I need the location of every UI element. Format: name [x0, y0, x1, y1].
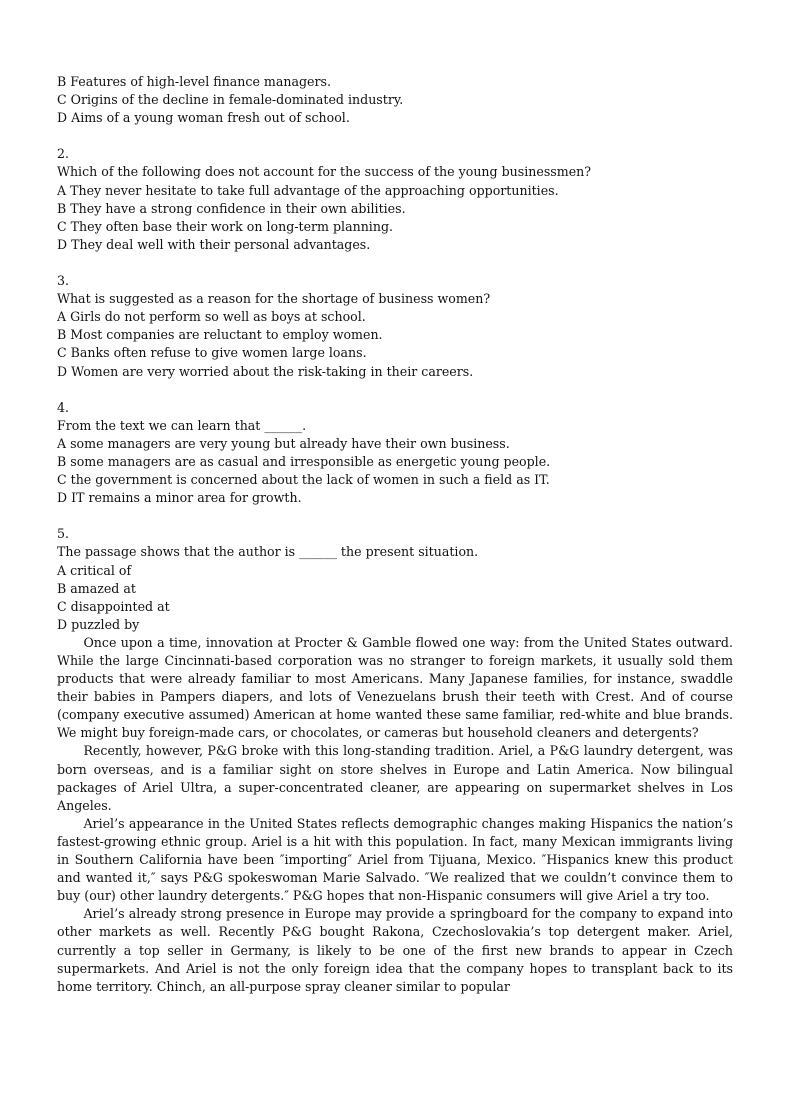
- spacer: [57, 254, 733, 272]
- reading-passage: [57, 634, 733, 996]
- option-b: B Features of high-level finance managers.: [57, 74, 331, 89]
- option-b: B some managers are as casual and irresponsible as energetic young people.: [57, 453, 551, 469]
- option-c: C Origins of the decline in female-dominated industry.: [57, 92, 404, 108]
- passage-paragraph: Ariel’s already strong presence in Europe may provide a springboard for the company to expand into other markets as well. Recently P&G bought Rakona, Czechoslovakia’s top detergent maker. Ariel, currently a top seller in Germany, is likely to be one of the first new brands to appear in Czech supermarkets. And Ariel is not the only foreign idea that the company hopes to transplant back to its home territory. Chinch, an all-purpose spray cleaner similar to popular: [57, 906, 733, 994]
- option-d: D Aims of a young woman fresh out of school.: [57, 110, 350, 126]
- question-text: From the text we can learn that ______.: [57, 417, 307, 433]
- spacer: [57, 381, 733, 399]
- question-1-options: [57, 73, 733, 127]
- question-2: [57, 145, 733, 254]
- question-4: [57, 399, 733, 508]
- option-a: A They never hesitate to take full advantage of the approaching opportunities.: [57, 182, 559, 198]
- option-d: D puzzled by: [57, 616, 140, 632]
- spacer: [57, 507, 733, 525]
- spacer: [57, 127, 733, 145]
- option-b: B They have a strong confidence in their own abilities.: [57, 200, 406, 216]
- question-number: 4.: [57, 399, 70, 415]
- option-b: B amazed at: [57, 580, 136, 596]
- option-d: D IT remains a minor area for growth.: [57, 490, 302, 506]
- option-a: A some managers are very young but already have their own business.: [57, 435, 510, 451]
- passage-paragraph: Once upon a time, innovation at Procter & Gamble flowed one way: from the United States outward. While the large Cincinnati-based corporation was no stranger to foreign markets, it usually sold them products that were already familiar to most Americans. Many Japanese families, for instance, swaddle their babies in Pampers diapers, and lots of Venezuelans brush their teeth with Crest. And of course (company executive assumed) American at home wanted these same familiar, red-white and blue brands. We might buy foreign-made cars, or chocolates, or cameras but household cleaners and detergents?: [57, 634, 733, 741]
- option-a: A critical of: [57, 562, 132, 578]
- question-3: [57, 272, 733, 381]
- option-d: D Women are very worried about the risk-taking in their careers.: [57, 363, 474, 379]
- question-text: Which of the following does not account for the success of the young businessmen?: [57, 164, 592, 180]
- question-number: 3.: [57, 273, 70, 289]
- option-c: C Banks often refuse to give women large loans.: [57, 345, 367, 361]
- passage-paragraph: Recently, however, P&G broke with this long-standing tradition. Ariel, a P&G laundry detergent, was born overseas, and is a familiar sight on store shelves in Europe and Latin America. Now bilingual packages of Ariel Ultra, a super-concentrated cleaner, are appearing on supermarket shelves in Los Angeles.: [57, 743, 733, 813]
- question-text: What is suggested as a reason for the shortage of business women?: [57, 291, 491, 307]
- question-number: 5.: [57, 526, 70, 542]
- document-page: [57, 73, 733, 996]
- option-b: B Most companies are reluctant to employ women.: [57, 327, 383, 343]
- option-c: C disappointed at: [57, 598, 170, 614]
- option-c: C They often base their work on long-term planning.: [57, 218, 394, 234]
- question-number: 2.: [57, 146, 70, 162]
- question-text: The passage shows that the author is ______ the present situation.: [57, 544, 479, 560]
- option-d: D They deal well with their personal advantages.: [57, 236, 371, 252]
- passage-paragraph: Ariel’s appearance in the United States reflects demographic changes making Hispanics the nation’s fastest-growing ethnic group. Ariel is a hit with this population. In fact, many Mexican immigrants living in Southern California have been ″importing″ Ariel from Tijuana, Mexico. ″Hispanics knew this product and wanted it,″ says P&G spokeswoman Marie Salvado. ″We realized that we couldn’t convince them to buy (our) other laundry detergents.″ P&G hopes that non-Hispanic consumers will give Ariel a try too.: [57, 815, 733, 904]
- question-5: [57, 525, 733, 634]
- option-c: C the government is concerned about the lack of women in such a field as IT.: [57, 472, 550, 488]
- option-a: A Girls do not perform so well as boys at school.: [57, 309, 366, 325]
